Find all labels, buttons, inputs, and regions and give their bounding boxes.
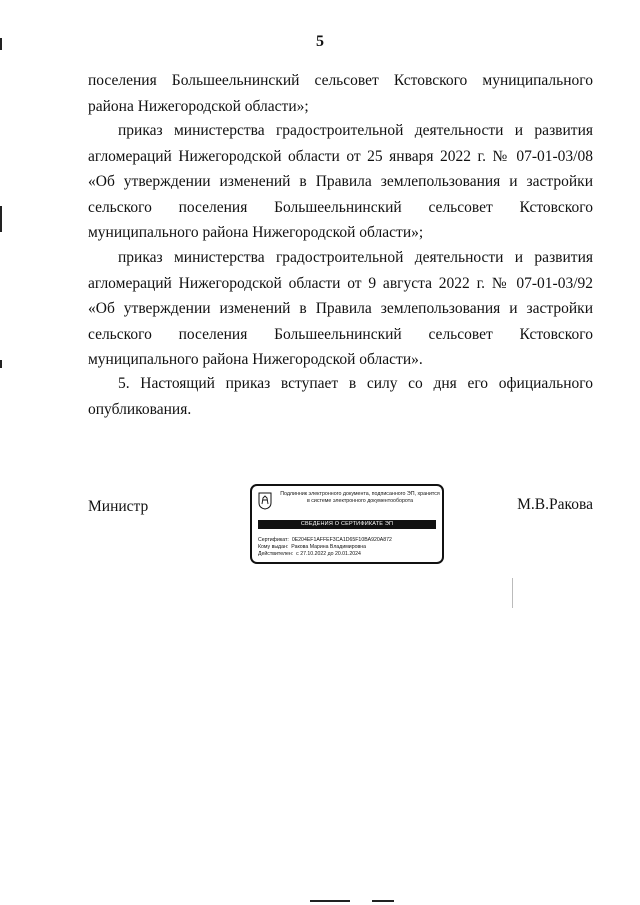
stamp-certificate-banner: СВЕДЕНИЯ О СЕРТИФИКАТЕ ЭП	[258, 520, 436, 529]
scan-artifact	[0, 206, 2, 232]
stamp-owner-value: Ракова Марина Владимировна	[291, 544, 366, 550]
stamp-validity-row	[258, 551, 361, 557]
paragraph-continuation: поселения Большеельнинский сельсовет Кстовского муниципального района Нижегородской области»;	[88, 72, 593, 115]
paragraph-effective-clause: 5. Настоящий приказ вступает в силу со дня его официального опубликования.	[88, 375, 593, 418]
coat-of-arms-icon	[258, 492, 272, 510]
stamp-owner-row	[258, 544, 366, 550]
signer-name: М.В.Ракова	[517, 496, 593, 513]
paragraph-order-august: приказ министерства градостроительной деятельности и развития агломераций Нижегородской области от 9 августа 2022 г. № 07-01-03/92 «Об утверждении изменений в Правила землепользования и застройки сельского поселения Большеельнинский сельсовет Кстовского муниципального района Нижегородской области».	[88, 249, 593, 369]
page-number: 5	[316, 33, 324, 50]
scan-artifact	[512, 578, 513, 608]
scan-artifact	[372, 900, 394, 902]
stamp-validity-value: с 27.10.2022 до 20.01.2024	[296, 551, 361, 557]
stamp-validity-label: Действителен:	[258, 551, 294, 557]
stamp-header: Подлинник электронного документа, подписанного ЭП, хранится в системе электронного документооборота	[280, 491, 440, 504]
stamp-owner-label: Кому выдан:	[258, 544, 289, 550]
electronic-signature-stamp	[250, 484, 444, 564]
signer-title: Министр	[88, 498, 149, 515]
scan-artifact	[310, 900, 350, 902]
stamp-certificate-value: 0E204EF1AFFEF3CA1D65F10BA920A872	[291, 537, 392, 543]
stamp-certificate-row	[258, 537, 392, 543]
scan-artifact	[0, 38, 2, 50]
paragraph-order-january: приказ министерства градостроительной деятельности и развития агломераций Нижегородской области от 25 января 2022 г. № 07-01-03/08 «Об утверждении изменений в Правила землепользования и застройки сельского поселения Большеельнинский сельсовет Кстовского муниципального района Нижегородской области»;	[88, 122, 593, 242]
scan-artifact	[0, 360, 2, 368]
stamp-certificate-label: Сертификат:	[258, 537, 289, 543]
